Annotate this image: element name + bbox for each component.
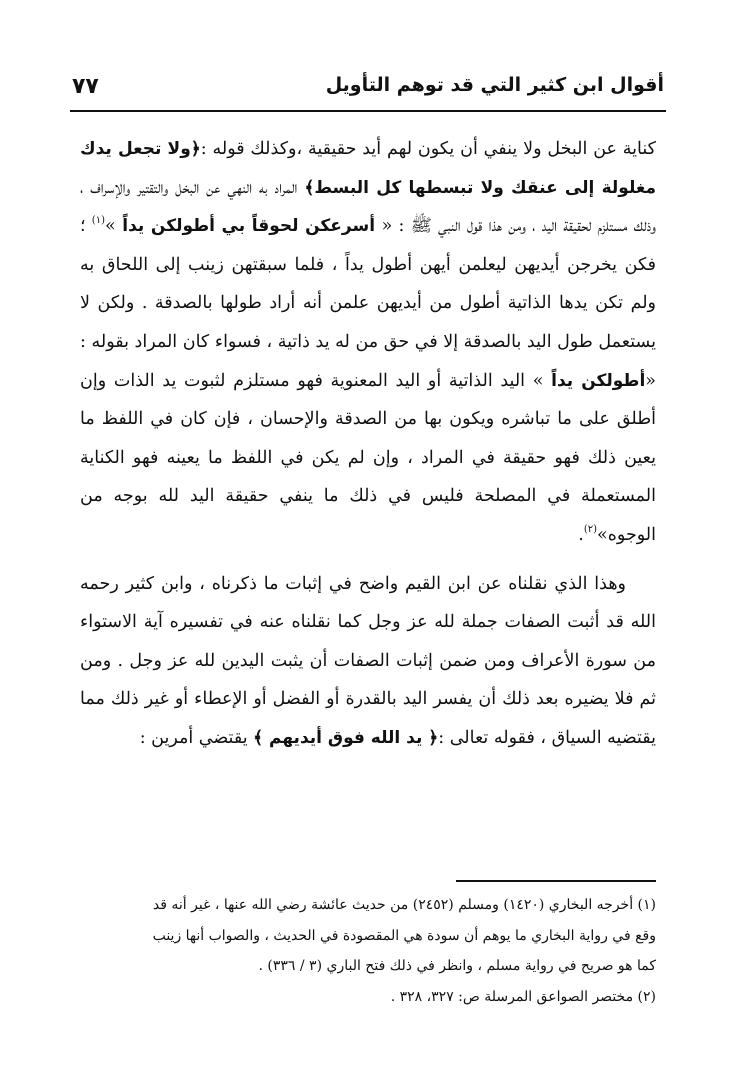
quran-quote: ﴿ يد الله فوق أيديهم ﴾: [253, 727, 439, 748]
text-run: .: [578, 524, 584, 545]
footnote-1-line: كما هو صريح في رواية مسلم ، وانظر في ذلك فتح الباري (٣ / ٣٣٦) .: [258, 958, 656, 974]
footnotes: [80, 890, 656, 1012]
paragraph-1: [80, 130, 656, 555]
footnote-rule: [456, 880, 656, 882]
text-run: المراد به النهي عن البخل والتقتير والإسراف ، وذلك مستلزم لحقيقة اليد ، ومن هذا قول النبي ﷺ : «: [80, 177, 656, 237]
text-run: » اليد الذاتية أو اليد المعنوية فهو مستلزم لثبوت يد الذات وإن أطلق على ما تباشره ويكون بها من الصدقة والإحسان ، فإن كان في اللفظ ما يعين ذلك فهو حقيقة في المراد ، وإن لم يكن في اللفظ ما يعينه فهو الكناية المستعملة في المصلحة فليس في ذلك ما ينفي حقيقة اليد لله بوجه من الوجوه»: [80, 370, 656, 545]
hadith-quote: أطولكن يداً: [551, 370, 646, 391]
page-number: ٧٧: [72, 74, 99, 99]
text-run: وهذا الذي نقلناه عن ابن القيم واضح في إثبات ما ذكرناه ، وابن كثير رحمه الله قد أثبت الصفات جملة لله عز وجل كما نقلناه عنه في تفسيره آية الاستواء من سورة الأعراف ومن ضمن إثبات الصفات أن يثبت اليدين لله عز وجل . ومن ثم فلا يضيره بعد ذلك أن يفسر اليد بالقدرة أو الفضل أو الإعطاء أو غير ذلك مما يقتضيه السياق ، فقوله تعالى :: [80, 573, 656, 748]
footnote-1-line: وقع في رواية البخاري ما يوهم أن سودة هي المقصودة في الحديث ، والصواب أنها زينب: [152, 927, 656, 944]
header-rule: [70, 110, 666, 112]
running-title: أقوال ابن كثير التي قد توهم التأويل: [325, 74, 664, 96]
text-run: كناية عن البخل ولا ينفي أن يكون لهم أيد حقيقية ،وكذلك قوله :: [200, 139, 656, 159]
footnote-ref-2: (٢): [583, 523, 598, 535]
paragraph-2: [80, 565, 656, 758]
main-text: [80, 130, 656, 758]
quran-quote: ﴿ولا تجعل يدك مغلولة إلى عنقك ولا تبسطها كل البسط﴾: [80, 139, 657, 198]
text-run: يقتضي أمرين :: [139, 727, 254, 748]
footnote-ref-1: (١): [91, 215, 105, 227]
text-run: ؛ فكن يخرجن أيديهن ليعلمن أيهن أطول يداً ، فلما سبقتهن زينب إلى اللحاق به ولم تكن يدها الذاتية أطول من أيديهن علمن أنه أراد طولها بالصدقة . ولكن لا يستعمل طول اليد بالصدقة إلا في حق من له يد ذاتية ، فسواء كان المراد بقوله : «: [80, 216, 656, 391]
footnote-2-line: (٢) مختصر الصواعق المرسلة ص: ٣٢٧، ٣٢٨ .: [390, 988, 656, 1005]
page-header: [72, 68, 664, 110]
hadith-quote: أسرعكن لحوقاً بي أطولكن يداً: [115, 216, 382, 237]
footnote-1-line: (١) أخرجه البخاري (١٤٢٠) ومسلم (٢٤٥٢) من حديث عائشة رضي الله عنها ، غير أنه قد: [152, 897, 656, 913]
text-run: »: [104, 216, 116, 237]
